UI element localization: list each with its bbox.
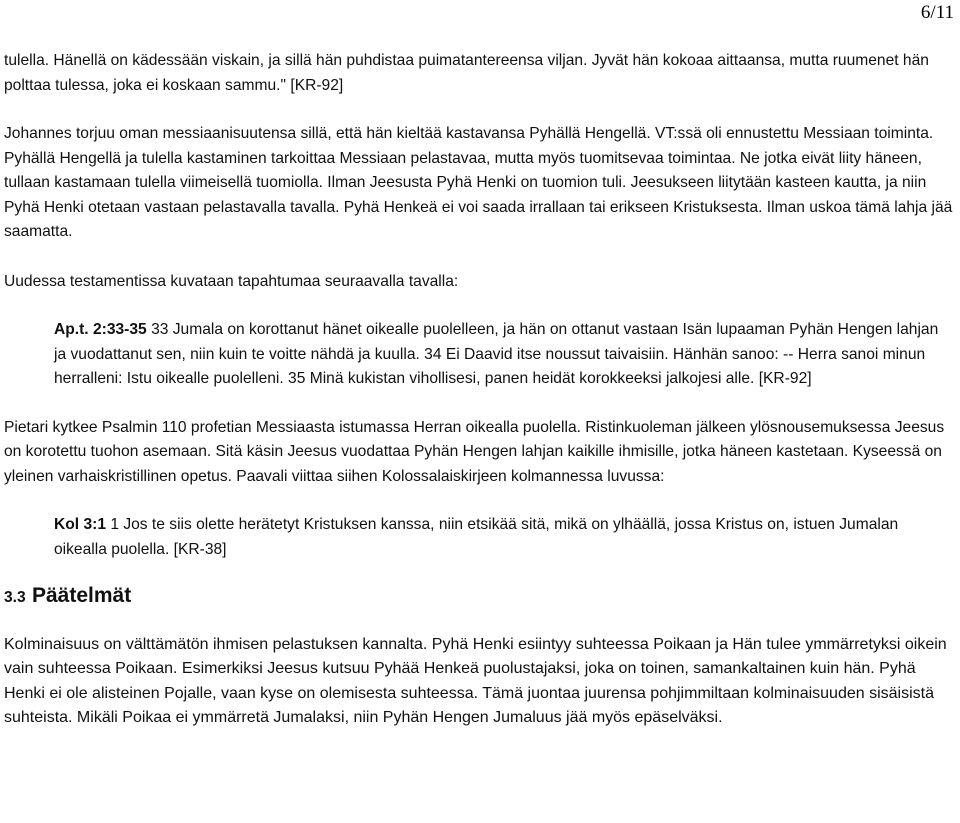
paragraph-intro-quote: Uudessa testamentissa kuvataan tapahtumaa seuraavalla tavalla: — [4, 272, 459, 290]
bible-reference: Ap.t. 2:33-35 — [54, 321, 147, 338]
section-number: 3.3 — [4, 589, 26, 606]
section-heading — [4, 584, 954, 611]
paragraph-johannes: Johannes torjuu oman messiaanisuutensa sillä, että hän kieltää kastavansa Pyhällä Hengellä. VT:ssä oli ennustettu Messiaan toiminta. Pyhällä Hengellä ja tulella kastaminen tarkoittaa Messiaan pelastavaa, mutta myös tuomitsevaa toimintaa. Ne jotka eivät liity häneen, tullaan kastamaan tulella viimeisellä tuomiolla. Ilman Jeesusta Pyhä Henki on tuomion tuli. Jeesukseen liitytään kasteen kautta, ja niin Pyhä Henki otetaan vastaan pelastavalla tavalla. Pyhä Henkeä ei voi saada irrallaan tai erikseen Kristuksesta. Ilman uskoa tämä lahja jää saamatta. — [4, 125, 953, 240]
page-number: 6/11 — [920, 2, 954, 23]
bible-quote-colossians — [54, 513, 954, 562]
bible-reference: Kol 3:1 — [54, 516, 106, 533]
paragraph-kolminaisuus: Kolminaisuus on välttämätön ihmisen pelastuksen kannalta. Pyhä Henki esiintyy suhteessa Poikaan ja Hän tulee ymmärretyksi oikein vain suhteessa Poikaan. Esimerkiksi Jeesus kutsuu Pyhää Henkeä puolustajaksi, joka on toinen, samankaltainen kuin hän. Pyhä Henki ei ole alisteinen Pojalle, vaan kyse on olemisesta suhteessa. Tämä juontaa juurensa pohjimmiltaan kolminaisuuden sisäisistä suhteista. Mikäli Poikaa ei ymmärretä Jumalaksi, niin Pyhän Hengen Jumaluus jää myös epäselväksi. — [4, 635, 947, 727]
paragraph-pietari: Pietari kytkee Psalmin 110 profetian Messiaasta istumassa Herran oikealla puolella. Ristinkuoleman jälkeen ylösnousemuksessa Jeesus on korotettu tuohon asemaan. Sitä käsin Jeesus vuodattaa Pyhän Hengen lahjan kaikille ihmisille, jotka häneen kastetaan. Kyseessä on yleinen varhaiskristillinen opetus. Paavali viittaa siihen Kolossalaiskirjeen kolmannessa luvussa: — [4, 418, 945, 485]
section-title: Päätelmät — [32, 584, 132, 607]
bible-quote-text: 1 Jos te siis olette herätetyt Kristuksen kanssa, niin etsikää sitä, mikä on ylhäällä, jossa Kristus on, istuen Jumalan oikealla puolella. [KR-38] — [54, 516, 899, 558]
bible-quote-text: 33 Jumala on korottanut hänet oikealle puolelleen, ja hän on ottanut vastaan Isän lupaaman Pyhän Hengen lahjan ja vuodattanut sen, niin kuin te voitte nähdä ja kuulla. 34 Ei Daavid itse noussut taivaisiin. Hänhän sanoo: -- Herra sanoi minun herralleni: Istu oikealle puolelleni. 35 Minä kukistan vihollisesi, panen heidät korokkeeksi jalkojesi alle. [KR-92] — [54, 321, 939, 387]
paragraph-continuation: tulella. Hänellä on kädessään viskain, ja sillä hän puhdistaa puimatantereensa viljan. Jyvät hän kokoaa aittaansa, mutta ruumenet hän polttaa tulessa, joka ei koskaan sammu." [KR-92] — [4, 52, 929, 94]
bible-quote-acts — [54, 318, 954, 392]
document-body — [4, 49, 954, 731]
